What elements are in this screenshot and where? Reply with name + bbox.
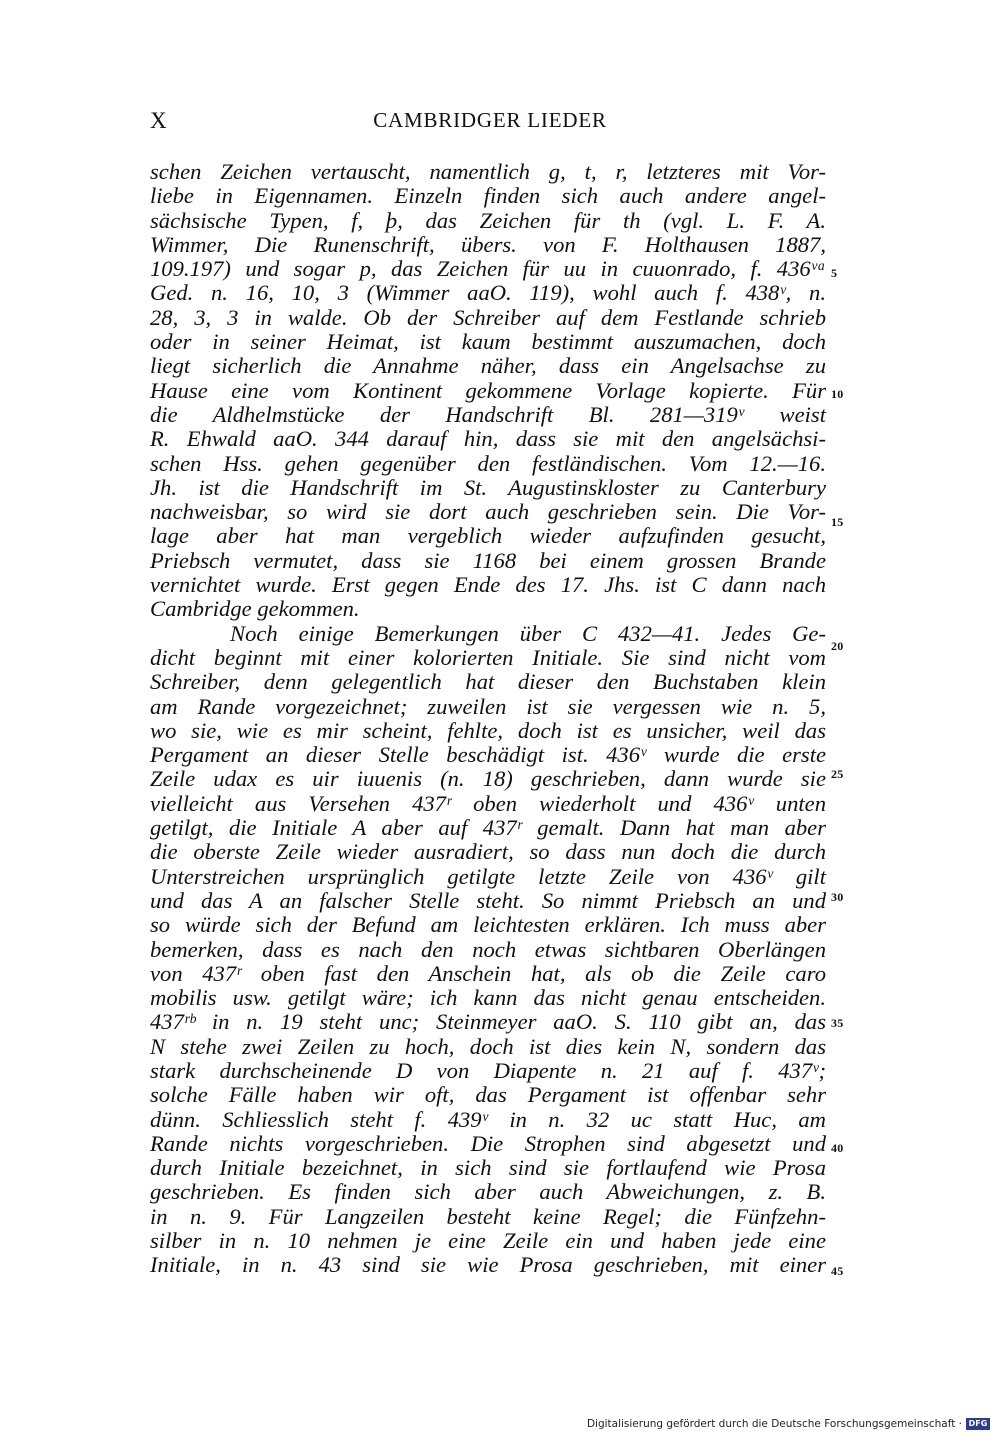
text-line: wo sie, wie es mir scheint, fehlte, doch ist es unsicher, weil das bbox=[150, 717, 826, 743]
text-line: oder in seiner Heimat, ist kaum bestimmt auszumachen, doch bbox=[150, 329, 826, 355]
text-line: am Rande vorgezeichnet; zuweilen ist sie vergessen wie n. 5, bbox=[150, 693, 826, 719]
text-line: Cambridge gekommen. bbox=[150, 596, 360, 622]
text-line: von 437ʳ oben fast den Anschein hat, als ob die Zeile caro bbox=[150, 960, 826, 986]
text-line: Unterstreichen ursprünglich getilgte letzte Zeile von 436ᵛ gilt bbox=[150, 863, 826, 889]
page-header bbox=[150, 108, 830, 138]
line-number: 10 bbox=[831, 387, 844, 401]
digitization-credit bbox=[587, 1417, 990, 1431]
text-line: sächsische Typen, f, þ, das Zeichen für th (vgl. L. F. A. bbox=[150, 207, 826, 233]
text-line: stark durchscheinende D von Diapente n. 21 auf f. 437ᵛ; bbox=[150, 1057, 826, 1083]
text-line: die Aldhelmstücke der Handschrift Bl. 281—319ᵛ weist bbox=[150, 401, 826, 427]
line-number: 40 bbox=[831, 1141, 844, 1155]
text-line: Schreiber, denn gelegentlich hat dieser den Buchstaben klein bbox=[150, 669, 826, 695]
text-line: N stehe zwei Zeilen zu hoch, doch ist dies kein N, sondern das bbox=[150, 1033, 826, 1059]
text-line: Noch einige Bemerkungen über C 432—41. Jedes Ge- bbox=[230, 620, 826, 646]
text-line: vielleicht aus Versehen 437ʳ oben wiederholt und 436ᵛ unten bbox=[150, 790, 826, 816]
text-line: Priebsch vermutet, dass sie 1168 bei einem grossen Brande bbox=[150, 547, 826, 573]
text-line: silber in n. 10 nehmen je eine Zeile ein und haben jede eine bbox=[150, 1228, 826, 1254]
text-line: durch Initiale bezeichnet, in sich sind sie fortlaufend wie Prosa bbox=[150, 1155, 826, 1181]
page-number: X bbox=[150, 108, 168, 133]
text-line: die oberste Zeile wieder ausradiert, so dass nun doch die durch bbox=[150, 839, 826, 865]
text-line: solche Fälle haben wir oft, das Pergament ist offenbar sehr bbox=[150, 1082, 826, 1108]
text-line: 28, 3, 3 in walde. Ob der Schreiber auf dem Festlande schrieb bbox=[150, 304, 826, 330]
text-line: liebe in Eigennamen. Einzeln finden sich auch andere angel- bbox=[150, 183, 826, 209]
text-line: geschrieben. Es finden sich aber auch Abweichungen, z. B. bbox=[150, 1179, 826, 1205]
line-number: 25 bbox=[831, 767, 844, 781]
credit-text: Digitalisierung gefördert durch die Deutsche Forschungsgemeinschaft · bbox=[586, 1418, 962, 1430]
line-number: 5 bbox=[831, 266, 838, 280]
running-title: CAMBRIDGER LIEDER bbox=[373, 108, 607, 132]
text-line: getilgt, die Initiale A aber auf 437ʳ gemalt. Dann hat man aber bbox=[150, 815, 826, 841]
text-line: schen Hss. gehen gegenüber den festländischen. Vom 12.—16. bbox=[150, 450, 826, 476]
text-line: bemerken, dass es nach den noch etwas sichtbaren Oberlängen bbox=[150, 936, 826, 962]
text-line: vernichtet wurde. Erst gegen Ende des 17. Jhs. ist C dann nach bbox=[150, 572, 826, 598]
text-line: schen Zeichen vertauscht, namentlich g, t, r, letzteres mit Vor- bbox=[150, 159, 826, 184]
text-line: Zeile udax es uir iuuenis (n. 18) geschrieben, dann wurde sie bbox=[150, 766, 826, 792]
line-number: 35 bbox=[831, 1016, 844, 1030]
text-line: Pergament an dieser Stelle beschädigt ist. 436ᵛ wurde die erste bbox=[150, 742, 826, 768]
text-line: Rande nichts vorgeschrieben. Die Strophen sind abgesetzt und bbox=[150, 1130, 826, 1156]
text-line: Wimmer, Die Runenschrift, übers. von F. Holthausen 1887, bbox=[150, 231, 826, 257]
text-line: R. Ehwald aaO. 344 darauf hin, dass sie mit den angelsächsi- bbox=[150, 426, 826, 452]
line-number: 20 bbox=[831, 639, 844, 653]
text-line: Initiale, in n. 43 sind sie wie Prosa geschrieben, mit einer bbox=[150, 1252, 826, 1278]
text-line: lage aber hat man vergeblich wieder aufzufinden gesucht, bbox=[150, 523, 826, 549]
text-line: Hause eine vom Kontinent gekommene Vorlage kopierte. Für bbox=[150, 377, 826, 403]
text-line: Jh. ist die Handschrift im St. Augustinskloster zu Canterbury bbox=[150, 474, 826, 500]
text-line: 109.197) und sogar p, das Zeichen für uu in cuuonrado, f. 436ᵛᵃ bbox=[150, 256, 826, 282]
text-line: in n. 9. Für Langzeilen besteht keine Regel; die Fünfzehn- bbox=[150, 1203, 826, 1229]
dfg-logo: DFG bbox=[966, 1418, 990, 1430]
text-line: dicht beginnt mit einer kolorierten Initiale. Sie sind nicht vom bbox=[150, 644, 826, 670]
text-line: nachweisbar, so wird sie dort auch geschrieben sein. Die Vor- bbox=[150, 499, 826, 525]
body-text bbox=[150, 160, 826, 1278]
text-line: Ged. n. 16, 10, 3 (Wimmer aaO. 119), wohl auch f. 438ᵛ, n. bbox=[150, 280, 826, 306]
line-number: 45 bbox=[831, 1264, 844, 1278]
text-line: mobilis usw. getilgt wäre; ich kann das nicht genau entscheiden. bbox=[150, 985, 826, 1011]
text-line: dünn. Schliesslich steht f. 439ᵛ in n. 32 uc statt Huc, am bbox=[150, 1106, 826, 1132]
text-line: und das A an falscher Stelle steht. So nimmt Priebsch an und bbox=[150, 887, 826, 913]
text-line: 437ʳᵇ in n. 19 steht unc; Steinmeyer aaO. S. 110 gibt an, das bbox=[150, 1009, 826, 1035]
text-line: liegt sicherlich die Annahme näher, dass ein Angelsachse zu bbox=[150, 353, 826, 379]
line-number: 30 bbox=[831, 890, 844, 904]
text-line: so würde sich der Befund am leichtesten erklären. Ich muss aber bbox=[150, 912, 826, 938]
line-number: 15 bbox=[831, 515, 844, 529]
